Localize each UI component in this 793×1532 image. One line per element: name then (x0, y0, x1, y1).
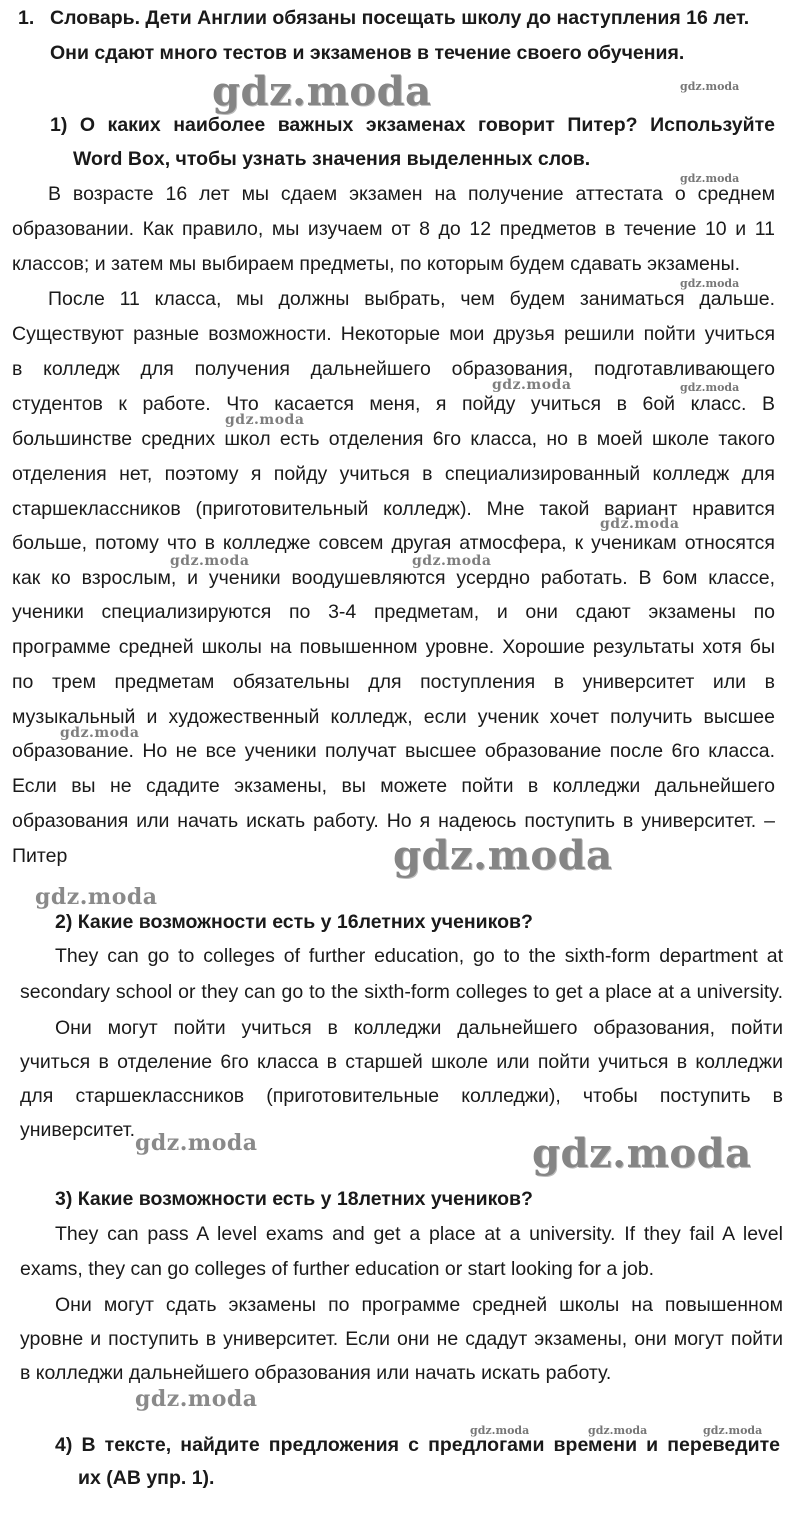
watermark: gdz.moda (135, 1386, 258, 1412)
question-2-answer-ru: учиться в отделение 6го класса в старшей школе или пойти учиться в колледжи (20, 1051, 783, 1073)
watermark: gdz.moda (680, 172, 740, 185)
paragraph-2-line: как ко взрослым, и ученики воодушевляются усердно работать. В 6ом классе, (12, 567, 775, 589)
question-4-line-2: их (AB упр. 1). (78, 1467, 215, 1489)
watermark: gdz.moda (60, 725, 140, 741)
watermark: gdz.moda (588, 1424, 648, 1437)
watermark: gdz.moda (680, 80, 740, 93)
watermark: gdz.moda (135, 1130, 258, 1156)
watermark: gdz.moda (600, 516, 680, 532)
task-title-line-2: Они сдают много тестов и экзаменов в течение своего обучения. (50, 42, 685, 64)
question-2-title: 2) Какие возможности есть у 16летних учеников? (55, 911, 533, 933)
question-2-answer-ru: Они могут пойти учиться в колледжи дальнейшего образования, пойти (55, 1017, 783, 1039)
paragraph-2-line: музыкальный и художественный колледж, если ученик хочет получить высшее (12, 706, 775, 728)
question-3-answer-en: They can pass A level exams and get a place at a university. If they fail A level (55, 1223, 783, 1245)
question-3-answer-ru: Они могут сдать экзамены по программе средней школы на повышенном (55, 1294, 783, 1316)
watermark: gdz.moda (393, 832, 613, 879)
paragraph-2-line: студентов к работе. Что касается меня, я пойду учиться в 6ой класс. В (12, 393, 775, 415)
question-2-answer-en: They can go to colleges of further education, go to the sixth-form department at (55, 945, 783, 967)
paragraph-2-line: больше, потому что в колледже совсем другая атмосфера, к ученикам относятся (12, 532, 775, 554)
task-number: 1. (18, 7, 35, 29)
paragraph-2-signature: Питер (12, 845, 68, 867)
paragraph-2-line: программе средней школы на повышенном уровне. Хорошие результаты хотя бы (12, 636, 775, 658)
paragraph-2-line: в колледж для получения дальнейшего образования, подготавливающего (12, 358, 775, 380)
watermark: gdz.moda (680, 381, 740, 394)
watermark: gdz.moda (492, 377, 572, 393)
question-3-answer-ru: уровне и поступить в университет. Если они не сдадут экзамены, они могут пойти (20, 1328, 783, 1350)
paragraph-2-line: Существуют разные возможности. Некоторые мои друзья решили пойти учиться (12, 323, 775, 345)
watermark: gdz.moda (532, 1130, 752, 1177)
watermark: gdz.moda (703, 1424, 763, 1437)
paragraph-2-line: ученики специализируются по 3-4 предметам, и они сдают экзамены по (12, 601, 775, 623)
watermark: gdz.moda (470, 1424, 530, 1437)
watermark: gdz.moda (680, 277, 740, 290)
paragraph-2-line: образования или начать искать работу. Но я надеюсь поступить в университет. – (12, 810, 775, 832)
paragraph-1-line: В возрасте 16 лет мы сдаем экзамен на получение аттестата о среднем (48, 183, 775, 205)
question-4-line-1: 4) В тексте, найдите предложения с предлогами времени и переведите (55, 1434, 780, 1456)
watermark: gdz.moda (412, 553, 492, 569)
question-2-answer-ru: для старшеклассников (приготовительные колледжи), чтобы поступить в (20, 1085, 783, 1107)
paragraph-1-line: классов; и затем мы выбираем предметы, по которым будем сдавать экзамены. (12, 253, 741, 275)
watermark: gdz.moda (225, 412, 305, 428)
paragraph-2-line: по трем предметам обязательны для поступления в университет или в (12, 671, 775, 693)
question-3-answer-ru: в колледжи дальнейшего образования или начать искать работу. (20, 1362, 612, 1384)
watermark: gdz.moda (35, 884, 158, 910)
watermark: gdz.moda (170, 553, 250, 569)
paragraph-2-line: старшеклассников (приготовительный колледж). Мне такой вариант нравится (12, 498, 775, 520)
paragraph-2-line: отделения нет, поэтому я пойду учиться в специализированный колледж для (12, 463, 775, 485)
question-3-answer-en: exams, they can go colleges of further education or start looking for a job. (20, 1258, 655, 1280)
paragraph-2-line: большинстве средних школ есть отделения 6го класса, но в моей школе такого (12, 428, 775, 450)
question-1-line-1: 1) О каких наиболее важных экзаменах говорит Питер? Используйте (50, 114, 775, 136)
paragraph-2-line: образование. Но не все ученики получат высшее образование после 6го класса. (12, 740, 775, 762)
question-2-answer-ru: университет. (20, 1119, 135, 1141)
question-3-title: 3) Какие возможности есть у 18летних учеников? (55, 1188, 533, 1210)
question-2-answer-en: secondary school or they can go to the sixth-form colleges to get a place at a university. (20, 981, 783, 1003)
task-title-line-1: Словарь. Дети Англии обязаны посещать школу до наступления 16 лет. (50, 7, 750, 29)
question-1-line-2: Word Box, чтобы узнать значения выделенных слов. (73, 148, 591, 170)
watermark: gdz.moda (212, 68, 432, 115)
paragraph-2-line: После 11 класса, мы должны выбрать, чем будем заниматься дальше. (48, 288, 775, 310)
paragraph-2-line: Если вы не сдадите экзамены, вы можете пойти в колледжи дальнейшего (12, 775, 775, 797)
paragraph-1-line: образовании. Как правило, мы изучаем от 8 до 12 предметов в течение 10 и 11 (12, 218, 775, 240)
